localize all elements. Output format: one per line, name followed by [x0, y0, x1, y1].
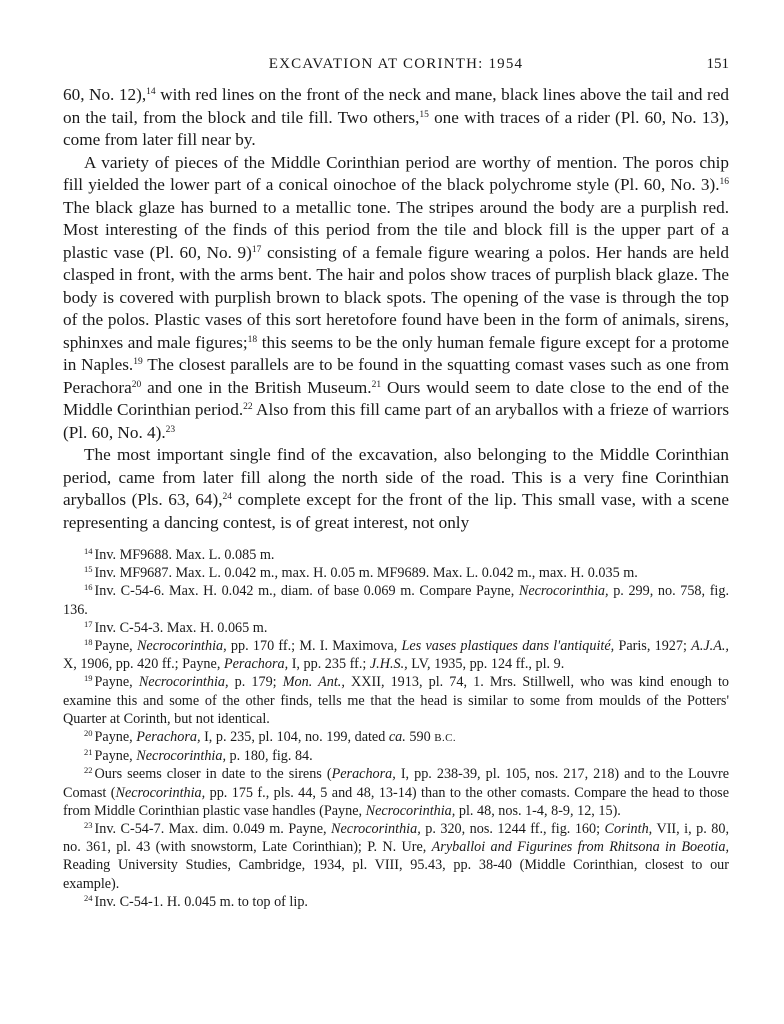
footnote-ref-23: 23: [165, 424, 176, 435]
italic-title: Necrocorinthia,: [365, 802, 456, 819]
footnote-ref-24: 24: [222, 492, 233, 502]
text-run: Ours seems closer in date to the sirens (: [94, 766, 332, 783]
text-run: pp. 175 f., pls. 44, 5 and 48, 13-14) than to the other comasts. Compare the head to those from Middle Corinthian plastic vase handles (Payne,: [63, 784, 729, 819]
footnote-23: [63, 820, 729, 893]
footnote-15: [63, 564, 729, 582]
footnote-number: 15: [84, 564, 93, 575]
text-run: Payne,: [94, 674, 139, 691]
footnote-number: 21: [84, 747, 93, 758]
running-title: EXCAVATION AT CORINTH: 1954: [268, 56, 524, 72]
footnote-18: [63, 637, 729, 673]
text-run: pp. 170 ff.; M. I. Maximova,: [226, 638, 402, 655]
paragraph-3: [63, 444, 729, 534]
text-run: VII, i, p. 80, no. 361, pl. 43 (with snowstorm, Late Corinthian); P. N. Ure,: [63, 821, 730, 856]
text-run: p. 179;: [228, 674, 283, 691]
text-run: A variety of pieces of the Middle Corinthian period are worthy of mention. The poros chip fill yielded the lower part of a conical oinochoe of the black polychrome style (Pl. 60, No. 3).: [63, 152, 729, 194]
footnote-14: [63, 546, 729, 564]
footnote-ref-19: 19: [133, 357, 143, 367]
italic-title: Les vases plastiques dans l'antiquité,: [401, 638, 615, 655]
text-run: Inv. MF9687. Max. L. 0.042 m., max. H. 0.05 m. MF9689. Max. L. 0.042 m., max. H. 0.035 m.: [94, 565, 638, 582]
footnote-24: [63, 893, 729, 911]
paragraph-2: [63, 152, 729, 445]
italic-title: Necrocorinthia,: [138, 674, 229, 691]
footnote-17: [63, 619, 729, 637]
text-run: Inv. C-54-1. H. 0.045 m. to top of lip.: [94, 893, 308, 910]
page: [63, 56, 729, 911]
footnote-ref-15: 15: [419, 109, 429, 120]
text-run: consisting of a female figure wearing a polos. Her hands are held clasped in front, with the arms bent. The hair and polos show traces of purplish black glaze. The body is covered with purplish brown to black spots. The opening of the vase is through the top of the polos. Plastic vases of this sort heretofore found have been in the form of animals, sirens, sphinxes and male figures;: [63, 242, 729, 352]
text-run: Inv. C-54-6. Max. H. 0.042 m., diam. of base 0.069 m. Compare Payne,: [94, 583, 519, 600]
text-run: Ours would seem to date close to the end of the Middle Corinthian period.: [63, 377, 729, 419]
italic-title: Necrocorinthia,: [115, 784, 206, 801]
text-run: one with traces of a rider (Pl. 60, No. 13), come from later fill near by.: [63, 107, 729, 149]
text-run: I, p. 235, pl. 104, no. 199, dated: [200, 729, 389, 746]
text-run: Paris, 1927;: [614, 638, 692, 655]
text-run: Inv. MF9688. Max. L. 0.085 m.: [94, 547, 275, 563]
italic-title: Perachora,: [136, 729, 201, 746]
footnote-ref-21: 21: [371, 379, 382, 390]
text-run: Inv. C-54-7. Max. dim. 0.049 m. Payne,: [94, 821, 332, 838]
text-run: with red lines on the front of the neck and mane, black lines above the tail and red on the tail, from the block and tile fill. Two others,: [63, 85, 729, 127]
footnote-number: 23: [84, 820, 93, 831]
footnote-number: 14: [84, 546, 93, 556]
italic-title: Perachora,: [331, 766, 396, 783]
text-run: 60, No. 12),: [63, 85, 147, 104]
italic-title: Necrocorinthia,: [136, 638, 227, 655]
footnote-ref-14: 14: [146, 87, 156, 97]
text-run: Payne,: [94, 638, 137, 655]
italic-title: Necrocorinthia,: [331, 821, 421, 838]
footnote-number: 24: [84, 892, 93, 903]
text-run: The black glaze has burned to a metallic tone. The stripes around the body are a purplish red. Most interesting of the finds of this period from the tile and block fill is the upper part of a plastic vase (Pl. 60, No. 9): [63, 197, 729, 262]
footnote-22: [63, 765, 729, 820]
text-run: Payne,: [94, 748, 137, 765]
footnote-ref-20: 20: [131, 379, 142, 390]
italic-title: J.H.S.,: [369, 656, 408, 673]
text-run: LV, 1935, pp. 124 ff., pl. 9.: [407, 656, 565, 673]
footnote-ref-18: 18: [247, 334, 258, 345]
text-run: Payne,: [94, 729, 137, 746]
footnotes: [63, 546, 729, 911]
text-run: p. 299, no. 758, fig. 136.: [63, 583, 729, 618]
text-run: The closest parallels are to be found in the squatting comast vases such as one from Perachora: [63, 355, 729, 397]
paragraph-1: [63, 84, 729, 152]
body-text: [63, 84, 729, 534]
footnote-number: 18: [84, 637, 93, 648]
text-run: X, 1906, pp. 420 ff.; Payne,: [63, 656, 224, 673]
text-run: Also from this fill came part of an aryballos with a frieze of warriors (Pl. 60, No. 4).: [63, 400, 730, 442]
footnote-16: [63, 582, 729, 618]
small-caps-era: B.C.: [434, 732, 456, 745]
text-run: pl. 48, nos. 1-4, 8-9, 12, 15).: [455, 802, 621, 819]
text-run: I, pp. 235 ff.;: [288, 656, 370, 673]
italic-abbrev: ca.: [388, 729, 406, 746]
italic-title: Necrocorinthia,: [136, 748, 226, 765]
italic-title: Mon. Ant.,: [282, 674, 345, 691]
footnote-19: [63, 673, 729, 728]
footnote-ref-22: 22: [243, 402, 253, 412]
running-head: [63, 56, 729, 82]
text-run: The most important single find of the excavation, also belonging to the Middle Corinthian period, came from later fill along the north side of the road. This is a very fine Corinthian aryballos (Pls. 63, 64),: [63, 445, 729, 509]
footnote-number: 16: [84, 582, 93, 593]
footnote-ref-16: 16: [719, 177, 729, 187]
footnote-ref-17: 17: [251, 244, 262, 255]
text-run: p. 320, nos. 1244 ff., fig. 160;: [420, 821, 605, 838]
footnote-20: [63, 728, 729, 747]
text-run: complete except for the front of the lip. This small vase, with a scene representing a dancing contest, is of great interest, not only: [63, 490, 729, 532]
text-run: p. 180, fig. 84.: [226, 748, 313, 765]
footnote-number: 19: [84, 673, 93, 684]
text-run: Reading University Studies, Cambridge, 1934, pl. VIII, 95.43, pp. 38-40 (Middle Corinthian, closest to our example).: [63, 857, 729, 892]
text-run: 590: [405, 729, 435, 746]
text-run: and one in the British Museum.: [141, 377, 372, 397]
footnote-number: 22: [84, 765, 93, 776]
text-run: Inv. C-54-3. Max. H. 0.065 m.: [94, 619, 268, 636]
italic-title: Corinth,: [604, 821, 653, 838]
italic-title: Necrocorinthia,: [518, 583, 609, 600]
italic-title: Perachora,: [223, 656, 289, 673]
footnote-number: 20: [84, 728, 93, 739]
footnote-21: [63, 747, 729, 765]
italic-title: Aryballoi and Figurines from Rhitsona in Boeotia,: [431, 839, 730, 856]
text-run: XXII, 1913, pl. 74, 1. Mrs. Stillwell, who was kind enough to examine this and some of the other finds, tells me that the head is similar to some from moulds of the Potters' Quarter at Corinth, but not identical.: [63, 674, 729, 727]
page-number: 151: [706, 56, 729, 72]
text-run: this seems to be the only human female figure except for a protome in Naples.: [63, 332, 729, 374]
italic-title: A.J.A.,: [691, 638, 729, 655]
footnote-number: 17: [84, 618, 93, 629]
text-run: I, pp. 238-39, pl. 105, nos. 217, 218) and to the Louvre Comast (: [63, 766, 729, 801]
